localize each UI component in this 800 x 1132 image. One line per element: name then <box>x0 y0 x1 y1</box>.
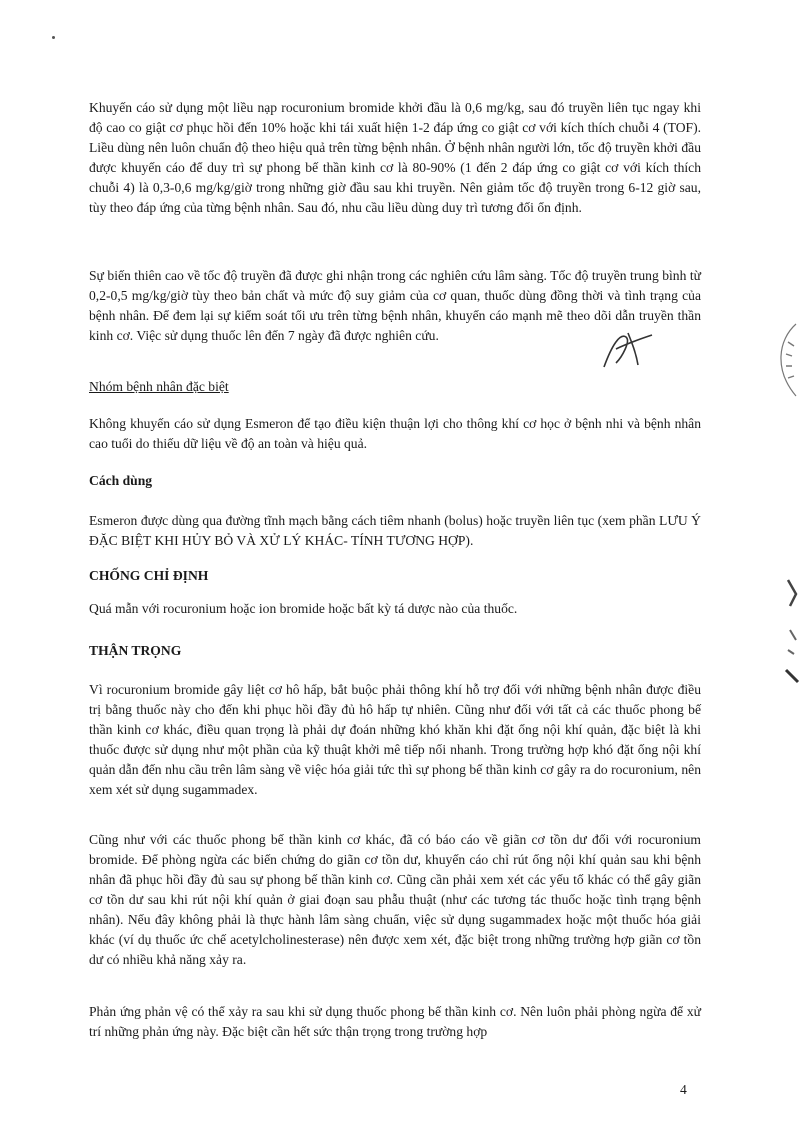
heading-precautions: THẬN TRỌNG <box>89 643 182 658</box>
scan-speck <box>52 36 55 39</box>
paragraph-infusion-variability: Sự biến thiên cao về tốc độ truyền đã được ghi nhận trong các nghiên cứu lâm sàng. Tốc độ truyền trung bình từ 0,2-0,5 mg/kg/giờ tùy theo bản chất và mức độ suy giảm của cơ quan, thuốc dùng đồng thời và tình trạng của bệnh nhân. Để đem lại sự kiểm soát tối ưu trên từng bệnh nhân, khuyến cáo mạnh mẽ theo dõi dẫn truyền thần kinh cơ. Việc sử dụng thuốc lên đến 7 ngày đã được nghiên cứu. <box>89 268 701 343</box>
heading-special-groups: Nhóm bệnh nhân đặc biệt <box>89 379 229 394</box>
heading-administration: Cách dùng <box>89 473 153 488</box>
heading-contraindications: CHỐNG CHỈ ĐỊNH <box>89 568 209 583</box>
paragraph-infusion-dosing: Khuyến cáo sử dụng một liều nạp rocuronium bromide khởi đầu là 0,6 mg/kg, sau đó truyền liên tục ngay khi độ cao co giật cơ phục hồi đến 10% hoặc khi tái xuất hiện 1-2 đáp ứng co giật cơ với kích thích chuỗi 4 (TOF). Liều dùng nên luôn chuẩn độ theo hiệu quả trên từng bệnh nhân. Ở bệnh nhân người lớn, tốc độ truyền khởi đầu được khuyến cáo để duy trì sự phong bế thần kinh cơ là 80-90% (1 đến 2 đáp ứng co giật cơ với kích thích chuỗi 4) là 0,3-0,6 mg/kg/giờ trong những giờ đầu sau khi truyền. Nên giảm tốc độ truyền trong 6-12 giờ sau, tùy theo đáp ứng của từng bệnh nhân. Sau đó, nhu cầu liều dùng duy trì tương đối ổn định. <box>89 100 701 215</box>
paragraph-precautions-respiratory: Vì rocuronium bromide gây liệt cơ hô hấp, bắt buộc phải thông khí hỗ trợ đối với những bệnh nhân được điều trị bằng thuốc này cho đến khi phục hồi đầy đủ hô hấp tự nhiên. Cũng như đối với tất cả các thuốc phong bế thần kinh cơ khác, điều quan trọng là phải dự đoán những khó khăn khi đặt ống nội khí quản, đặc biệt là khi thuốc được sử dụng như một phần của kỹ thuật khởi mê tiếp nối nhanh. Trong trường hợp khó đặt ống nội khí quản dẫn đến nhu cầu trên lâm sàng về việc hóa giải tức thì sự phong bế thần kinh cơ gây ra do rocuronium, nên xem xét sử dụng sugammadex. <box>89 682 701 797</box>
paragraph-precautions-residual: Cũng như với các thuốc phong bế thần kinh cơ khác, đã có báo cáo về giãn cơ tồn dư đối với rocuronium bromide. Để phòng ngừa các biến chứng do giãn cơ tồn dư, khuyến cáo chỉ rút ống nội khí quản sau khi bệnh nhân đã phục hồi đầy đủ sau sự phong bế thần kinh cơ. Cũng cần phải xem xét các yếu tố khác có thể gây giãn cơ tồn dư sau khi rút nội khí quản ở giai đoạn sau phẫu thuật (như các tương tác thuốc hoặc tình trạng bệnh nhân). Nếu đây không phải là thực hành lâm sàng chuẩn, việc sử dụng sugammadex hoặc một thuốc hóa giải khác (ví dụ thuốc ức chế acetylcholinesterase) nên được xem xét, đặc biệt trong những trường hợp giãn cơ tồn dư có nhiều khả năng xảy ra. <box>89 832 701 967</box>
signature-mark <box>598 325 658 375</box>
stamp-edge-mark <box>764 320 800 400</box>
paragraph-contraindications: Quá mẫn với rocuronium hoặc ion bromide hoặc bất kỳ tá dược nào của thuốc. <box>89 601 518 616</box>
page-number: 4 <box>680 1082 687 1097</box>
paragraph-administration: Esmeron được dùng qua đường tĩnh mạch bằng cách tiêm nhanh (bolus) hoặc truyền liên tục (xem phần LƯU Ý ĐẶC BIỆT KHI HỦY BỎ VÀ XỬ LÝ KHÁC- TÍNH TƯƠNG HỢP). <box>89 513 701 548</box>
edge-shadow-mark <box>780 570 800 690</box>
paragraph-special-groups: Không khuyến cáo sử dụng Esmeron để tạo điều kiện thuận lợi cho thông khí cơ học ở bệnh nhi và bệnh nhân cao tuổi do thiếu dữ liệu về độ an toàn và hiệu quả. <box>89 416 701 451</box>
paragraph-precautions-anaphylaxis: Phản ứng phản vệ có thể xảy ra sau khi sử dụng thuốc phong bế thần kinh cơ. Nên luôn phải phòng ngừa để xử trí những phản ứng này. Đặc biệt cần hết sức thận trọng trong trường hợp <box>89 1004 701 1039</box>
